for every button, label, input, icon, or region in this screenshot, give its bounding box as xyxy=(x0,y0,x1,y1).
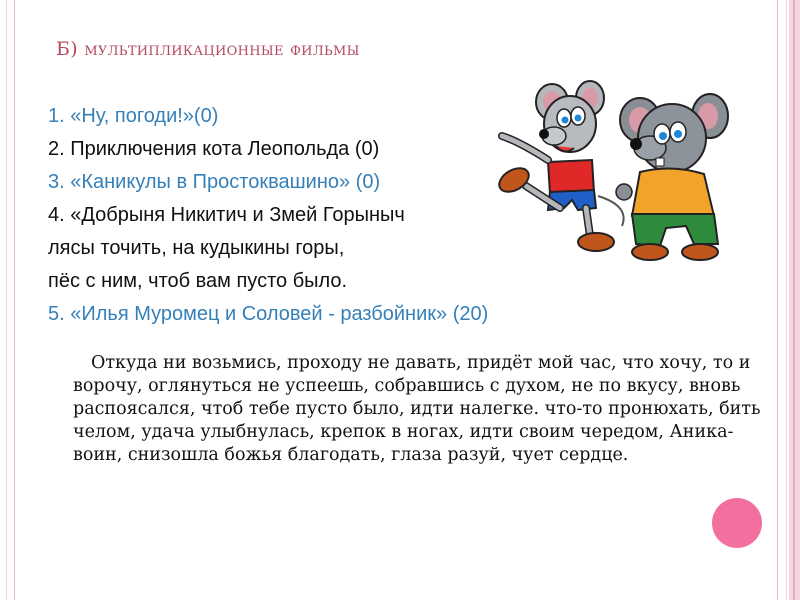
list-item: 5. «Илья Муромец и Соловей - разбойник» (20) xyxy=(48,303,489,325)
decorative-border-strip xyxy=(789,0,800,600)
idioms-paragraph: Откуда ни возьмись, проходу не давать, придёт мой час, что хочу, то и ворочу, оглянуться не успеешь, собравшись с духом, не по вкусу, вновь распоясался, чтоб тебе пусто было, идти налегке. что-то пронюхать, бить челом, удача улыбнулась, крепок в ногах, идти своим чередом, Аника-воин, снизошла божья благодать, глаза разуй, чует сердце. xyxy=(73,353,761,465)
list-item: лясы точить, на кудыкины горы, xyxy=(48,237,345,259)
list-item: 4. «Добрыня Никитич и Змей Горыныч xyxy=(48,204,405,226)
cartoon-mice-icon xyxy=(490,76,730,272)
list-item: 3. «Каникулы в Простоквашино» (0) xyxy=(48,171,381,193)
list-item: пёс с ним, чтоб вам пусто было. xyxy=(48,270,348,292)
list-item: 1. «Ну, погоди!»(0) xyxy=(48,105,219,127)
slide-title: Б) мультипликационные фильмы xyxy=(56,38,360,60)
left-mouse-icon xyxy=(495,81,623,251)
list-item: 2. Приключения кота Леопольда (0) xyxy=(48,138,380,160)
right-mouse-icon xyxy=(616,94,728,260)
decorative-circle xyxy=(712,498,762,548)
